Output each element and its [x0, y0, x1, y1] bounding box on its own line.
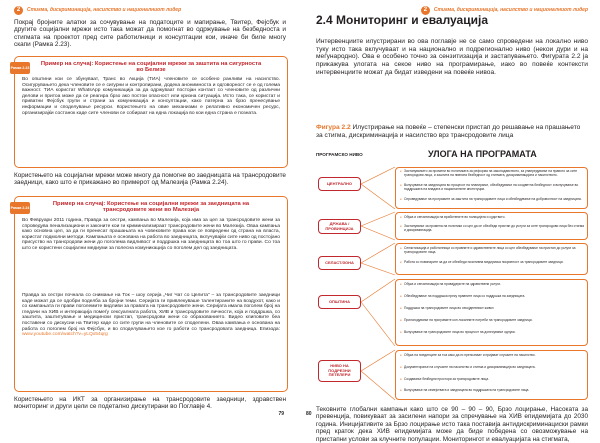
- level-state-province: ДРЖАВА / ПРОВИНЦИЈА: [318, 219, 361, 234]
- box-body-2-text: Правда за сестри почнала со снимање на Ток – шоу серија „Чиг Чат со Целита“ – за трансродовите заедници каде можат да се одобри поделба за бројни теми. Серијата ги привлекуваше талентираните на воздухот, како и со кампањата ги прави поголемите видливи за правата на трансродовите жени. Серијата имала поголем број на гледачи на ХИВ и интеракција помеѓу сексуалната работа, ХИВ и трансродовите личности, која и поддршка, со заштита, заштитување и медицински пристап, трансродови жени со образованието. Видео клиповите беа поставени со дискусии на Твитер каде со сите групи на членовите се споделени. Оваа кампања е основана на работа со поголем број на Фејсбук, и во споделувањето кое го работи со трансродовата заедница. Епизода:: [22, 293, 280, 332]
- box-body-1: Во Февруари 2011 година, Правда за сестри, кампања во Малезија, која има за цел за трансродовите жени за спроведува пенализациони и законите кои ги криминализираат трансродовите жени во Малезија. Оваа кампања како основна цел, за да ги пренесат прашањата на човековите права кои се повредени од страна на власта, користат подмолни методи. Кампањата е основана на работа во заедницата, вклучувајќи сите ниво од постојано присуство на трансродови жени до поголема видливост и поддршка на заедницата во тоа што го прави. Со тоа што се користени социјални медиуми за полесна комуникација со поголем дел од заедницата.: [22, 218, 280, 251]
- case-box-2-23: [10, 56, 288, 168]
- role-item: ● Вклучување на семејствата и заедницата во поддршката на трансродовите лица.: [400, 389, 584, 393]
- role-item: ● Прилагодување на програмите кон локалните потреби на трансродовите заедници.: [400, 319, 584, 323]
- intro-paragraph: Покрај бројните алатки за сочувување на податоците и мапирање, Твитер, Фејсбук и другите социјални мрежи исто така можат да помогнат во одржување на безбедноста и стигмата на проектот пред сите работилници и консултации кои, иначе би биле многу скапи (Рамка 2.23).: [14, 19, 286, 49]
- role-group-state: [395, 212, 588, 240]
- role-item: ● Застапувањето за промени во политиката за реформа на законодавството, за унапредување на правото за сите трансродови лица, и заштита на нивната безбедност од стигмата, дискриминацијата и насилството.: [400, 170, 584, 178]
- right-page: [300, 0, 600, 443]
- box-title: Пример на случај: Користење на социјални мрежи за заедницата на трансродовите жени во Малезија: [52, 201, 250, 214]
- role-item: ● Документирање на случаите на насилство и стигма и дискриминација во заедницата.: [400, 366, 584, 370]
- box-title: Пример на случај: Користење на социјални мрежи за заштита на сигурноста во Белизе: [40, 61, 262, 74]
- role-item: ● Поддршка на трансродовите лица во секојдневниот живот.: [400, 307, 584, 311]
- role-item: ● Застапување за промена на политики со цел да се обезбеди пристап до услуги за сите трансродови лица без стигма и дискриминација.: [400, 225, 584, 233]
- role-item: ● Создавање безбедни простори за трансродовите лица.: [400, 378, 584, 382]
- left-page: [0, 0, 300, 424]
- role-item: ● Обука на поединците за тоа како да ги препознаат и пријават случаите на насилство.: [400, 354, 584, 358]
- column-heading-role: УЛОГА НА ПРОГРАМАТА: [428, 149, 537, 159]
- closing-paragraph: Користењето на ИКТ за организирање на трансродовите заедници, здравствен мониторинг и други цели се подетално дискутирани во Поглавје 4.: [14, 396, 286, 411]
- figure-caption-text: Илустрирање на повеќе – степенски пристап до решавање на прашањето за стигма, дискриминација и насилство врз трансродовите лица: [316, 124, 581, 139]
- box-tag: Рамка 2.24: [10, 202, 30, 214]
- video-link[interactable]: www.youtube.com/watch?v=yLQx54qrg: [22, 332, 108, 338]
- figure-caption: [316, 124, 588, 139]
- case-box-2-24: [10, 196, 288, 392]
- chapter-number-badge: 2: [14, 6, 23, 15]
- role-group-community: [395, 350, 588, 400]
- box-tag: Рамка 2.23: [10, 62, 30, 74]
- running-header-text: Стигма, дискриминација, насилство и националниот лидер: [433, 7, 588, 13]
- level-community: НИВО НА ПОДРЕЗНИ ПЕТЕЛЕРИ: [318, 360, 361, 382]
- section-heading: 2.4 Мониторинг и евалуација: [316, 13, 488, 27]
- box-body: Во општини кои се збунуваат, Транс во Акција (ТИА) членовите се особено ранливи на насилство. Осигурувањето дека членовите се е сигурни и контролирани, додека анонимноста и одговорност се е од голема важност. ТИА користат WhatsApp комуникација за да одржуваат постојан контакт со членовите од различни делови и притоа може да се реагира брзо ако постои опасност или кризна ситуација. Исто така, се користат и приватни Фејсбук групи и страни за комуникација и консултации, како патерна за брзо пренесување информации и споделување ресурси. Користењето на овие механизми е релативно економичен ресурс, организирајќи состанок каде сите членови се собираат на една локација во кои една страна е позната.: [22, 77, 280, 116]
- role-item: ● Обука и сензитизација на провајдерите на здравствени услуги.: [400, 283, 584, 287]
- chapter-number-badge: 2: [421, 6, 430, 15]
- role-item: ● Вклучување на заедницата во процесот на планирање, обезбедување на соодветна безбедност и вклучување во поддршката на владата и националните институции.: [400, 184, 584, 192]
- column-heading-level: ПРОГРАМСКО НИВО: [316, 152, 363, 157]
- page-number: 80: [306, 411, 312, 417]
- page-number: 79: [278, 411, 284, 417]
- role-item: ● Сензитизација и работилници со правните и здравствените лица со цел обезбедување на пристап до услуги за трансродовите лица.: [400, 247, 584, 255]
- role-group-district: [395, 243, 588, 275]
- level-municipality: ОПШТИНА: [318, 295, 361, 309]
- box-body-2: [22, 293, 280, 338]
- role-item: ● Работа со новинарите за да се обезбеди позитивна медиумска покриеност за трансродовите заедници.: [400, 261, 584, 265]
- section-intro: Интервенциите илустрирани во ова поглавје не се само спроведени на локално ниво туку исто така вклучуваат и на национално и подрегионално ниво (некои дури и на меѓународно). Ова е особено точно за сензитизација и застапувањето. Фигурата 2.2 ја прикажува улогата на секое ниво на програмирање, иако во повеќе контексти интервенциите можат да бидат изведени на повеќе нивоа.: [316, 38, 588, 76]
- role-item: ● Вклучување на трансродовите лица во процесот на донесување одлуки.: [400, 331, 584, 335]
- role-group-central: [395, 167, 588, 209]
- role-item: ● Спроведување на програмите за заштита на трансродовите лица и обезбедување на доброволност на заедницата.: [400, 198, 584, 202]
- left-running-header: [14, 4, 181, 16]
- level-central: ЦЕНТРАЛНО: [318, 177, 361, 191]
- role-item: ● Обука и сензитизација на вработените во полицијата и судството.: [400, 216, 584, 220]
- middle-paragraph: Користењето на социјални мрежи може многу да помогне во заедницата на трансродовите заедници, како што е прикажано во примерот од Малезија (Рамка 2.24).: [14, 172, 286, 187]
- running-header-text: Стигма, дискриминација, насилство и националниот лидер: [27, 7, 182, 13]
- level-district-zone: СЕЛАСТ/ЗОНА: [318, 256, 361, 270]
- role-group-municipality: [395, 279, 588, 346]
- figure-label: Фигура 2.2: [316, 124, 351, 131]
- closing-paragraph: Тековните глобални кампањи како што се 90 – 90 – 90, Брзо лоцирање, Насоката за превенција, повикуваат за засилени напори за спречување на ХИВ епидемијата до 2030 година. Иницијативите за Брзо лоцирање исто така поставија антидискриминациски рамки пред краток дека ХИВ епидемијата може да биде победена со овозможување на пристапни услови за клучните популации. Мониторингот и евалуацијата на стигмата,: [316, 406, 588, 443]
- role-item: ● Обезбедување на поддршка преку правните лица со поддршка на заедницата.: [400, 295, 584, 299]
